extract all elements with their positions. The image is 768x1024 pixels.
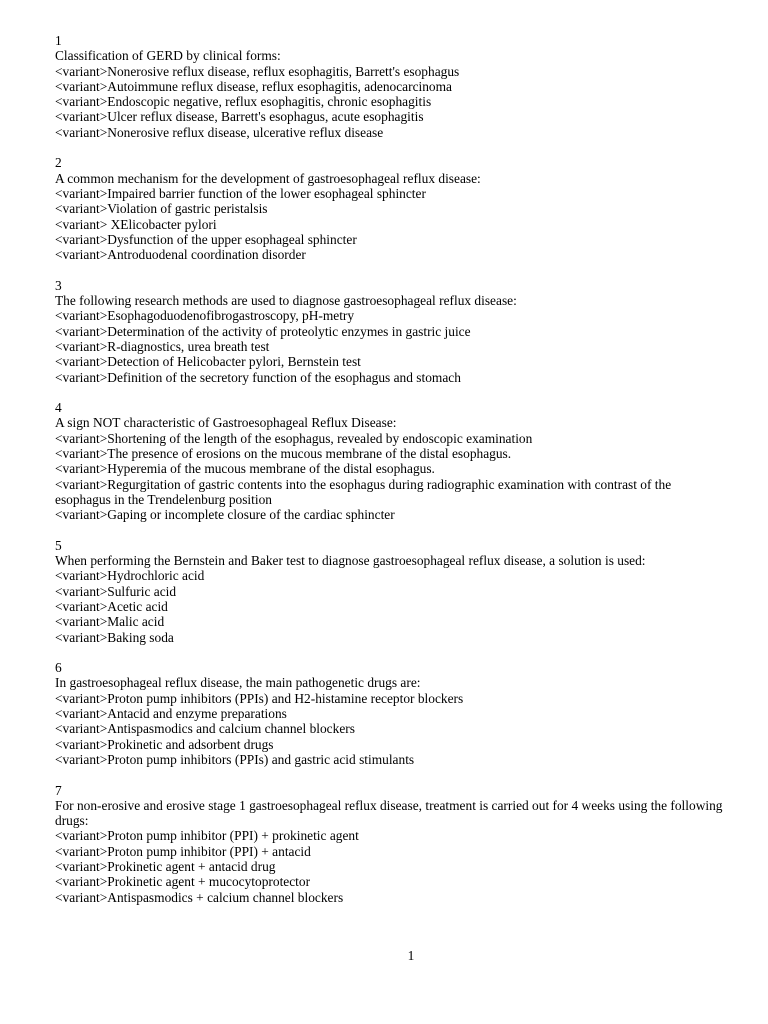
answer-variant: <variant>Impaired barrier function of the lower esophageal sphincter xyxy=(55,185,426,201)
question-number: 2 xyxy=(55,155,62,171)
answer-variant: <variant>Proton pump inhibitors (PPIs) and H2-histamine receptor blockers xyxy=(55,690,464,706)
answer-variant: <variant>Prokinetic agent + antacid drug xyxy=(55,859,276,875)
question-5 xyxy=(55,538,723,645)
page-number: 1 xyxy=(407,948,415,963)
answer-variant: <variant>Proton pump inhibitor (PPI) + antacid xyxy=(55,843,311,859)
answer-variant: <variant>Malic acid xyxy=(55,614,165,630)
answer-variant: <variant>Esophagoduodenofibrogastroscopy, pH-metry xyxy=(55,308,355,324)
question-text: When performing the Bernstein and Baker test to diagnose gastroesophageal reflux disease, a solution is used: xyxy=(55,553,646,569)
question-number: 4 xyxy=(55,400,62,416)
question-text: A common mechanism for the development of gastroesophageal reflux disease: xyxy=(55,170,481,186)
answer-variant: <variant>Hyperemia of the mucous membrane of the distal esophagus. xyxy=(55,461,435,477)
question-1 xyxy=(55,33,723,140)
question-number: 5 xyxy=(55,537,62,553)
question-text: Classification of GERD by clinical forms: xyxy=(55,48,281,64)
question-text: For non-erosive and erosive stage 1 gastroesophageal reflux disease, treatment is carried out for 4 weeks using the following drugs: xyxy=(55,797,726,829)
answer-variant: <variant>Acetic acid xyxy=(55,598,168,614)
answer-variant: <variant>Antispasmodics + calcium channel blockers xyxy=(55,889,344,905)
answer-variant: <variant>Antacid and enzyme preparations xyxy=(55,706,287,722)
answer-variant: <variant>Ulcer reflux disease, Barrett's esophagus, acute esophagitis xyxy=(55,109,424,125)
answer-variant: <variant> XElicobacter pylori xyxy=(55,216,217,232)
answer-variant: <variant>The presence of erosions on the mucous membrane of the distal esophagus. xyxy=(55,446,512,462)
answer-variant: <variant>Antispasmodics and calcium channel blockers xyxy=(55,721,355,737)
answer-variant: <variant>Shortening of the length of the esophagus, revealed by endoscopic examination xyxy=(55,430,533,446)
answer-variant: <variant>Nonerosive reflux disease, ulcerative reflux disease xyxy=(55,124,384,140)
answer-variant: <variant>Endoscopic negative, reflux esophagitis, chronic esophagitis xyxy=(55,94,432,110)
answer-variant: <variant>Proton pump inhibitors (PPIs) and gastric acid stimulants xyxy=(55,751,415,767)
question-number: 3 xyxy=(55,277,62,293)
question-text: The following research methods are used to diagnose gastroesophageal reflux disease: xyxy=(55,293,517,309)
answer-variant: <variant>Hydrochloric acid xyxy=(55,568,205,584)
question-3 xyxy=(55,278,723,385)
question-2 xyxy=(55,155,723,262)
answer-variant: <variant>Prokinetic agent + mucocytoprotector xyxy=(55,874,311,890)
answer-variant: <variant>Antroduodenal coordination disorder xyxy=(55,247,306,263)
question-7 xyxy=(55,782,726,905)
answer-variant: <variant>Prokinetic and adsorbent drugs xyxy=(55,736,274,752)
question-number: 1 xyxy=(55,33,62,48)
question-6 xyxy=(55,660,723,767)
answer-variant: <variant>Nonerosive reflux disease, reflux esophagitis, Barrett's esophagus xyxy=(55,63,460,79)
question-text: A sign NOT characteristic of Gastroesophageal Reflux Disease: xyxy=(55,415,397,431)
answer-variant: <variant>R-diagnostics, urea breath test xyxy=(55,338,270,354)
answer-variant: <variant>Proton pump inhibitor (PPI) + prokinetic agent xyxy=(55,828,359,844)
question-4 xyxy=(55,400,723,522)
answer-variant: <variant>Violation of gastric peristalsis xyxy=(55,201,268,217)
answer-variant: <variant>Detection of Helicobacter pylori, Bernstein test xyxy=(55,354,361,370)
answer-variant: <variant>Sulfuric acid xyxy=(55,583,177,599)
answer-variant: <variant>Baking soda xyxy=(55,629,174,645)
answer-variant: <variant>Regurgitation of gastric contents into the esophagus during radiographic examination with contrast of the esophagus in the Trendelenburg position xyxy=(55,476,675,507)
answer-variant: <variant>Determination of the activity of proteolytic enzymes in gastric juice xyxy=(55,323,471,339)
answer-variant: <variant>Definition of the secretory function of the esophagus and stomach xyxy=(55,369,461,385)
answer-variant: <variant>Dysfunction of the upper esophageal sphincter xyxy=(55,231,357,247)
question-number: 6 xyxy=(55,660,62,676)
question-number: 7 xyxy=(55,782,62,798)
question-text: In gastroesophageal reflux disease, the main pathogenetic drugs are: xyxy=(55,675,421,691)
answer-variant: <variant>Gaping or incomplete closure of the cardiac sphincter xyxy=(55,507,395,523)
answer-variant: <variant>Autoimmune reflux disease, reflux esophagitis, adenocarcinoma xyxy=(55,78,452,94)
document-body xyxy=(55,33,726,920)
